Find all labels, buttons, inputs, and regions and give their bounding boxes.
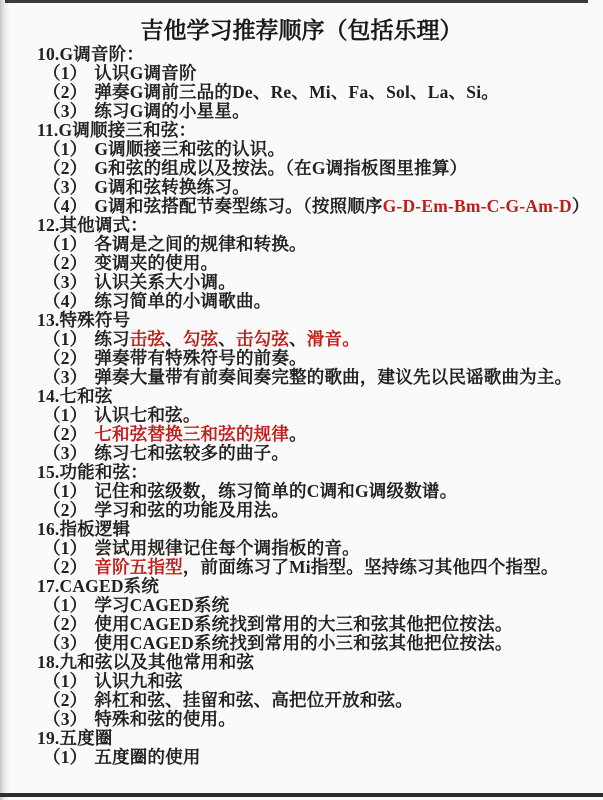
learning-steps-list: [37, 45, 603, 767]
item-number: （2）: [43, 500, 88, 520]
top-divider: [5, 0, 588, 3]
bottom-divider: [0, 793, 603, 797]
section-heading: 16.指板逻辑: [37, 519, 131, 539]
section-heading: 15.功能和弦：: [37, 462, 148, 482]
text-segment: 练习七和弦较多的曲子。: [94, 443, 290, 463]
list-item: [43, 159, 603, 178]
text-segment: 认识九和弦: [94, 671, 183, 691]
section-heading: 14.七和弦: [37, 386, 113, 406]
item-number: （3）: [43, 633, 88, 653]
list-item: [43, 83, 603, 102]
highlighted-text: 七和弦替换三和弦的规律: [94, 424, 290, 444]
item-number: （1）: [43, 63, 88, 83]
text-segment: 练习: [94, 329, 130, 349]
item-number: （3）: [43, 709, 88, 729]
section-heading: 10.G调音阶：: [37, 44, 145, 64]
list-item: [43, 140, 603, 159]
text-segment: 五度圈的使用: [94, 747, 201, 767]
item-number: （4）: [43, 291, 88, 311]
text-segment: 弹奏大量带有前奏间奏完整的歌曲，建议先以民谣歌曲为主。: [94, 367, 573, 387]
text-segment: 特殊和弦的使用。: [94, 709, 236, 729]
list-item: [43, 254, 603, 273]
list-item: [43, 368, 603, 387]
list-item: [43, 539, 603, 558]
list-item: [43, 425, 603, 444]
page-edge-shadow: [0, 0, 10, 800]
text-segment: 、: [165, 329, 183, 349]
list-item: [43, 292, 603, 311]
text-segment: 、: [218, 329, 236, 349]
item-number: （2）: [43, 253, 88, 273]
text-segment: G调和弦转换练习。: [94, 177, 250, 197]
text-segment: ）: [571, 196, 590, 216]
item-number: （1）: [43, 595, 88, 615]
list-item: [43, 330, 603, 349]
item-number: （1）: [43, 538, 88, 558]
list-item: [43, 64, 603, 83]
list-item: [43, 197, 603, 216]
text-segment: G调和弦搭配节奏型练习。（按照顺序: [94, 196, 383, 216]
item-number: （2）: [43, 557, 88, 577]
text-segment: G调顺接三和弦的认识。: [94, 139, 286, 159]
list-item: [43, 406, 603, 425]
item-number: （2）: [43, 424, 88, 444]
list-item: [43, 615, 603, 634]
section-heading: 13.特殊符号: [37, 310, 131, 330]
item-number: （1）: [43, 481, 88, 501]
text-segment: 认识关系大小调。: [94, 272, 236, 292]
highlighted-text: 击勾弦: [235, 329, 290, 349]
text-segment: 。: [289, 424, 307, 444]
highlighted-text: 音阶五指型: [94, 557, 183, 577]
item-number: （4）: [43, 196, 88, 216]
highlighted-text: 击弦: [129, 329, 166, 349]
item-number: （1）: [43, 139, 88, 159]
text-segment: 各调是之间的规律和转换。: [94, 234, 307, 254]
list-item: [43, 672, 603, 691]
text-segment: 弹奏带有特殊符号的前奏。: [94, 348, 307, 368]
item-number: （1）: [43, 329, 88, 349]
list-item: [43, 710, 603, 729]
list-item: [43, 482, 603, 501]
list-item: [43, 102, 603, 121]
text-segment: 使用CAGED系统找到常用的小三和弦其他把位按法。: [94, 633, 513, 653]
section-heading: 11.G调顺接三和弦：: [37, 120, 197, 140]
item-number: （3）: [43, 101, 88, 121]
item-number: （2）: [43, 614, 88, 634]
page-title: 吉他学习推荐顺序（包括乐理）: [140, 18, 463, 43]
text-segment: 练习G调的小星星。: [94, 101, 250, 121]
highlighted-text: 。: [342, 329, 360, 349]
item-number: （2）: [43, 348, 88, 368]
list-item: [43, 634, 603, 653]
item-number: （2）: [43, 690, 88, 710]
list-item: [43, 558, 603, 577]
section-heading: 12.其他调式：: [37, 215, 148, 235]
list-item: [43, 273, 603, 292]
text-segment: G和弦的组成以及按法。（在G调指板图里推算）: [94, 158, 468, 178]
list-item: [43, 596, 603, 615]
text-segment: 变调夹的使用。: [94, 253, 219, 273]
section-heading: 19.五度圈: [37, 728, 113, 748]
section-heading: 18.九和弦以及其他常用和弦: [37, 652, 255, 672]
list-item: [43, 235, 603, 254]
text-segment: 记住和弦级数，练习简单的C调和G调级数谱。: [94, 481, 458, 501]
item-number: （2）: [43, 158, 88, 178]
list-item: [43, 349, 603, 368]
text-segment: 使用CAGED系统找到常用的大三和弦其他把位按法。: [94, 614, 513, 634]
item-number: （1）: [43, 671, 88, 691]
item-number: （3）: [43, 177, 88, 197]
item-number: （3）: [43, 443, 88, 463]
item-number: （3）: [43, 272, 88, 292]
highlighted-text: G-D-Em-Bm-C-G-Am-D: [382, 196, 572, 216]
text-segment: 、: [289, 329, 307, 349]
text-segment: 尝试用规律记住每个调指板的音。: [94, 538, 360, 558]
list-item: [43, 178, 603, 197]
item-number: （3）: [43, 367, 88, 387]
highlighted-text: 滑音: [306, 329, 343, 349]
list-item: [43, 444, 603, 463]
text-segment: 认识七和弦。: [94, 405, 201, 425]
item-number: （1）: [43, 405, 88, 425]
item-number: （1）: [43, 234, 88, 254]
item-number: （2）: [43, 82, 88, 102]
list-item: [43, 691, 603, 710]
section-heading: 17.CAGED系统: [37, 576, 160, 596]
list-item: [43, 748, 603, 767]
text-segment: 弹奏G调前三品的De、Re、Mi、Fa、Sol、La、Si。: [94, 82, 499, 102]
text-segment: ，前面练习了Mi指型。坚持练习其他四个指型。: [182, 557, 559, 577]
text-segment: 学习CAGED系统: [94, 595, 230, 615]
list-item: [43, 501, 603, 520]
text-segment: 学习和弦的功能及用法。: [94, 500, 290, 520]
text-segment: 认识G调音阶: [94, 63, 197, 83]
highlighted-text: 勾弦: [182, 329, 219, 349]
text-segment: 斜杠和弦、挂留和弦、高把位开放和弦。: [94, 690, 413, 710]
item-number: （1）: [43, 747, 88, 767]
text-segment: 练习简单的小调歌曲。: [94, 291, 272, 311]
